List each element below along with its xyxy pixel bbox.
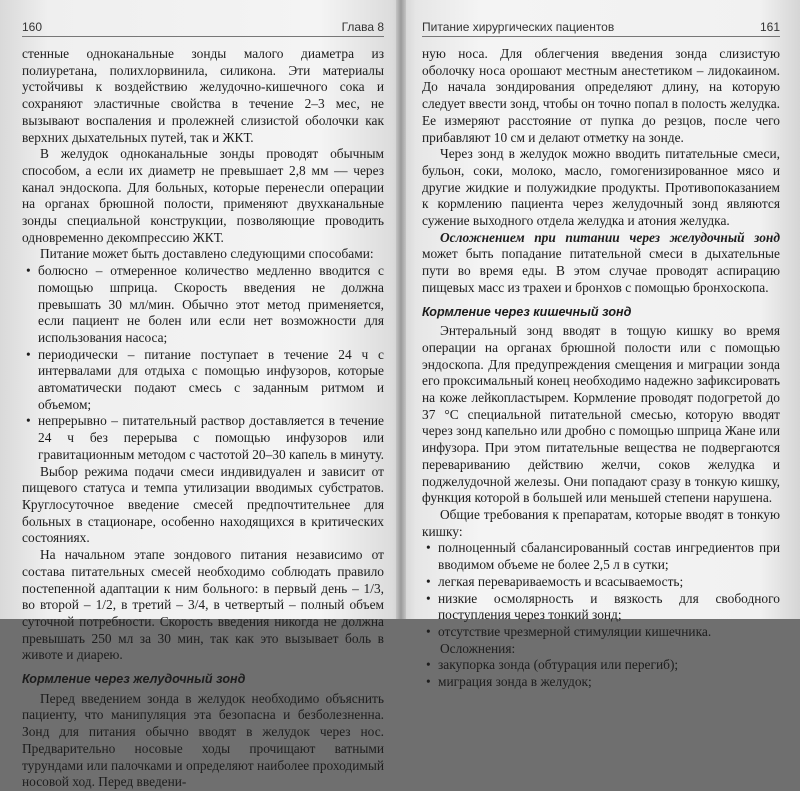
paragraph: Общие требования к препаратам, которые вводят в тонкую кишку: xyxy=(422,506,780,539)
left-page-text xyxy=(22,46,384,791)
paragraph: Питание может быть доставлено следующими способами: xyxy=(40,246,374,262)
feeding-methods-list xyxy=(22,263,384,463)
complications-label: Осложнения: xyxy=(440,640,516,656)
list-item: • легкая перевариваемость и всасываемость; xyxy=(422,574,780,591)
section-heading: Кормление через кишечный зонд xyxy=(422,304,632,319)
paragraph: стенные одноканальные зонды малого диаметра из полиуретана, полихлорвинила, силикона. Эти материалы устойчивы к воздействию желудочно-кишечного сока и сохраняют эластичные свойства в течение 2–3 мес, не вызывают воспаления и пролежней слизистой оболочки как верхних дыхательных путей, так и ЖКТ. xyxy=(22,46,384,145)
paragraph: ную носа. Для облегчения введения зонда слизистую оболочку носа орошают местным анестетиком – лидокаином. До начала зондирования определяют длину, на которую следует ввести зонд, чтобы он точно попал в полость желудка. Ее измеряют расстояние от пупка до резцов, после чего прибавляют 10 см и делают отметку на зонде. xyxy=(422,46,780,145)
complication-lead: Осложнением при питании через желудочный зонд xyxy=(440,229,780,245)
list-item: • низкие осмолярность и вязкость для свободного поступления через тонкий зонд; xyxy=(422,591,780,624)
header-rule-left xyxy=(22,36,384,37)
complications-list xyxy=(422,657,780,690)
list-item: • полноценный сбалансированный состав ингредиентов при вводимом объеме не более 2,5 л в сутки; xyxy=(422,540,780,573)
header-rule-right xyxy=(422,36,780,37)
list-item: • болюсно – отмеренное количество медленно вводится с помощью шприца. Скорость введения не должна превышать 30 мл/мин. Обычно этот метод применяется, если пациент не болен или если нет возможности для использования насоса; xyxy=(22,263,384,347)
list-item: • непрерывно – питательный раствор доставляется в течение 24 ч без перерыва с помощью инфузоров или гравитационным методом с частотой 20–30 капель в минуту. xyxy=(22,413,384,463)
right-page-text xyxy=(422,46,780,691)
requirements-list xyxy=(422,540,780,640)
paragraph: Энтеральный зонд вводят в тощую кишку во время операции на органах брюшной полости или с помощью эндоскопа. Для предупреждения смещения и миграции зонда его проксимальный конец необходимо надежно зафиксировать на коже лейкопластырем. Кормление проводят подогретой до 37 °С специальной питательной смесью, которую вводят через зонд капельно или дробно с помощью шприца Жане или инфузора. При этом питательные вещества не подвергаются перевариванию действию желчи, соков желудка и поджелудочной железы. Они попадают сразу в тонкую кишку, функция которой в большей или меньшей степени нарушена. xyxy=(422,323,780,506)
list-item: • периодически – питание поступает в течение 24 ч с интервалами для отдыха с помощью инфузоров, которые автоматически подают смесь с заданным ритмом и объемом; xyxy=(22,347,384,414)
paragraph: В желудок одноканальные зонды проводят обычным способом, а если их диаметр не превышает 2,8 мм — через канал эндоскопа. Для больных, которые перенесли операции на органах брюшной полости, применяют двухканальные зонды специальной конструкции, позволяющие проводить одновременно декомпрессию ЖКТ. xyxy=(22,146,384,245)
paragraph xyxy=(422,230,780,297)
running-header: Питание хирургических пациентов xyxy=(422,20,615,34)
paragraph: Перед введением зонда в желудок необходимо объяснить пациенту, что манипуляция эта безопасна и безболезненна. Зонд для питания обычно вводят в желудок через нос. Предварительно носовые ходы прочищают ватными турундами или палочками и определяют наиболее проходимый носовой ход. Перед введени- xyxy=(22,690,384,790)
page-number-left: 160 xyxy=(22,20,43,34)
chapter-title: Глава 8 xyxy=(341,20,384,34)
list-item: • закупорка зонда (обтурация или перегиб); xyxy=(422,657,780,674)
paragraph: Выбор режима подачи смеси индивидуален и зависит от пищевого статуса и темпа утилизации вводимых субстратов. Круглосуточное введение смесей предпочтительнее для больных в стационаре, особенно находящихся в критических состояниях. xyxy=(22,463,384,546)
list-item: • миграция зонда в желудок; xyxy=(422,674,780,691)
complication-text: может быть попадание питательной смеси в дыхательные пути во время еды. В этом случае проводят аспирацию пищевых масс из трахеи и бронхов с помощью бронхоскопа. xyxy=(422,246,780,295)
list-item: • отсутствие чрезмерной стимуляции кишечника. xyxy=(422,624,780,641)
page-number-right: 161 xyxy=(759,20,780,34)
paragraph: На начальном этапе зондового питания независимо от состава питательных смесей необходимо соблюдать правило постепенной адаптации к ним больного: в первый день – 1/3, во второй – 1/2, в третий – 3/4, в четвертый – полный объем суточной потребности. Скорость введения никогда не должна превышать 250 мл за 30 мин, так как это вызывает боль в животе и диарею. xyxy=(22,547,384,663)
paragraph: Через зонд в желудок можно вводить питательные смеси, бульон, соки, молоко, масло, гомогенизированное мясо и другие жидкие и полужидкие продукты. Противопоказанием к кормлению пациента через желудочный зонд являются сужение выходного отдела желудка и атония желудка. xyxy=(422,146,780,229)
section-heading: Кормление через желудочный зонд xyxy=(22,672,246,687)
